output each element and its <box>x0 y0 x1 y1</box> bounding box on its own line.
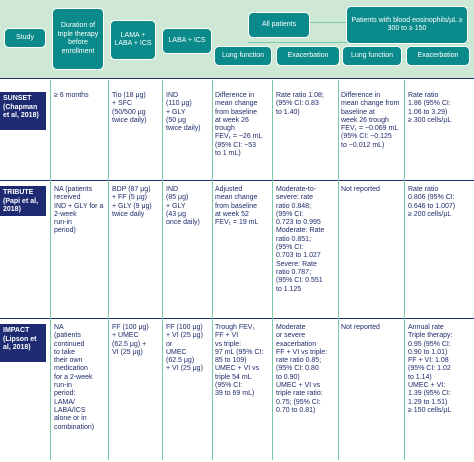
header-lung-function-eos: Lung function <box>342 46 402 66</box>
exacerbation-eos-cell: Rate ratio 1.86 (95% CI: 1.06 to 3.29) ≥ 300 cells/µL <box>408 92 452 124</box>
header-lama-laba-ics: LAMA + LABA + ICS <box>110 20 156 60</box>
duration-cell: ≥ 6 months <box>54 92 89 99</box>
duration-cell: NA (patients received IND + GLY for a 2-week run-in period) <box>54 186 104 235</box>
exacerbation-all-cell: Rate ratio 1.08; (95% CI: 0.83 to 1.40) <box>276 92 324 116</box>
header-duration: Duration of triple therapy before enrollment <box>52 8 104 70</box>
exacerbation-all-cell: Moderate or severe exacerbation FF + VI vs triple: rate ratio 0.85; (95% CI: 0.80 to 0.90) UMEC + VI vs triple rate ratio: 0.75; (95% CI: 0.70 to 0.81) <box>276 324 328 414</box>
column-separator <box>212 80 213 460</box>
exacerbation-eos-cell: Annual rate Triple therapy: 0.95 (95% CI: 0.90 to 1.01) FF + VI: 1.08 (95% CI: 1.02 to 1.14) UMEC + VI: 1.39 (95% CI: 1.29 to 1.51) ≥ 150 cells/µL <box>408 324 453 414</box>
header-lung-function-all: Lung function <box>214 46 272 66</box>
row-separator <box>0 318 474 319</box>
exacerbation-all-cell: Moderate-to- severe: rate ratio 0.848; (95% CI: 0.723 to 0.995 Moderate: Rate ratio 0.851; (95% CI: 0.703 to 1.027 Severe: Rate ratio 0.787; (95% CI: 0.551 to 1.125 <box>276 186 325 293</box>
header-all-patients: All patients <box>248 12 310 38</box>
lung-function-all-cell: Difference in mean change from baseline at week 26 trough FEV₁ = −26 mL (95% CI: −53 to 1 mL) <box>215 92 263 158</box>
header-eos-patients: Patients with blood eosinophils/µL ≥ 300 to ≥ 150 <box>346 6 468 44</box>
duration-cell: NA (patients continued to take their own medication for a 2-week run-in period: LAMA/ LABA/ICS alone or in combination) <box>54 324 95 431</box>
header-exacerbation-eos: Exacerbation <box>406 46 470 66</box>
lung-function-all-cell: Adjusted mean change from baseline at week 52 FEV₁ = 19 mL <box>215 186 259 227</box>
exacerbation-eos-cell: Rate ratio 0.806 (95% CI: 0.646 to 1.007) ≥ 200 cells/µL <box>408 186 456 218</box>
row-separator <box>0 78 474 79</box>
study-label-impact: IMPACT (Lipson et al, 2018) <box>0 324 46 362</box>
laba-ics-cell: IND (85 μg) + GLY (43 μg once daily) <box>166 186 200 227</box>
header-laba-ics: LABA + ICS <box>162 28 212 54</box>
lung-function-eos-cell: Not reported <box>341 186 380 193</box>
header-exacerbation-all: Exacerbation <box>276 46 340 66</box>
column-separator <box>404 80 405 460</box>
column-separator <box>108 80 109 460</box>
row-separator <box>0 180 474 181</box>
lung-function-eos-cell: Difference in mean change from baseline at week 26 trough FEV₁ = −0.069 mL (95% CI: −0.125 to −0.012 mL) <box>341 92 400 149</box>
column-separator <box>338 80 339 460</box>
laba-ics-cell: IND (110 μg) + GLY (50 μg twice daily) <box>166 92 201 133</box>
lama-laba-ics-cell: BDP (87 μg) + FF (5 μg) + GLY (9 μg) twice daily <box>112 186 152 218</box>
lama-laba-ics-cell: Tio (18 μg) + SFC (50/500 μg twice daily) <box>112 92 147 124</box>
column-separator <box>162 80 163 460</box>
header-study: Study <box>4 28 46 48</box>
lama-laba-ics-cell: FF (100 μg) + UMEC (62.5 μg) + VI (25 μg) <box>112 324 149 356</box>
lung-function-eos-cell: Not reported <box>341 324 380 331</box>
column-separator <box>50 80 51 460</box>
study-label-sunset: SUNSET (Chapman et al, 2018) <box>0 92 46 130</box>
lung-function-all-cell: Trough FEV₁ FF + VI vs triple: 97 mL (95% CI: 85 to 109) UMEC + VI vs triple 54 mL (95% CI: 39 to 69 mL) <box>215 324 264 398</box>
study-label-tribute: TRIBUTE (Papi et al, 2018) <box>0 186 46 216</box>
laba-ics-cell: FF (100 μg) + VI (25 μg) or UMEC (62.5 μg) + VI (25 μg) <box>166 324 203 373</box>
